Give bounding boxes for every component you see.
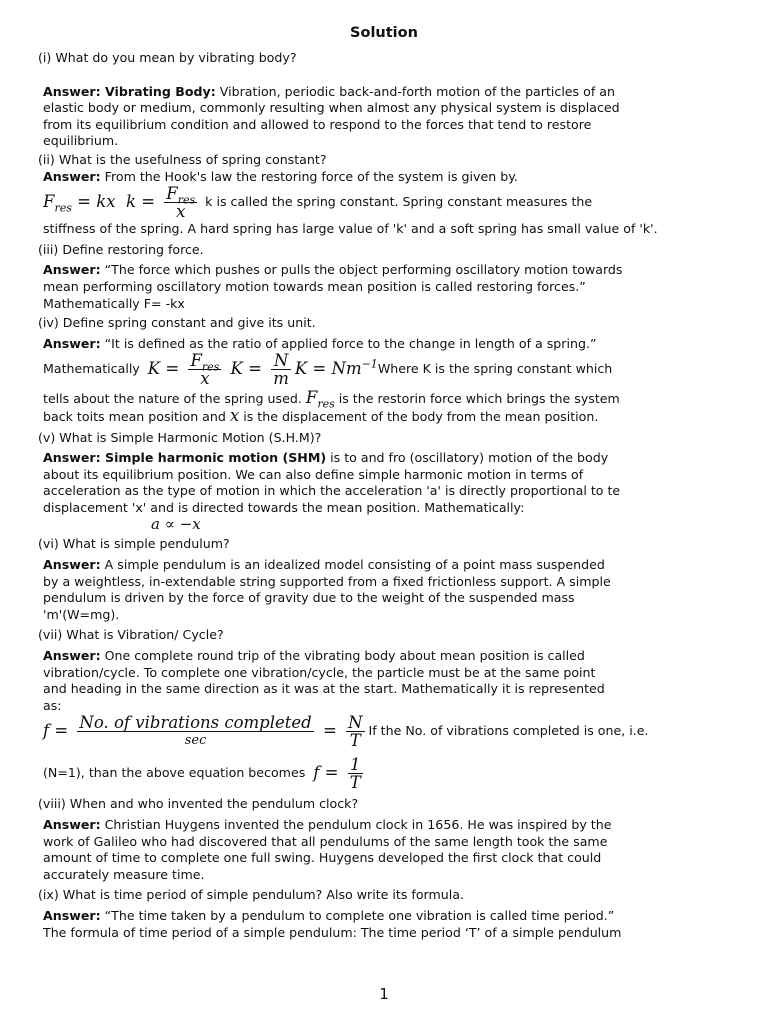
answer-3-math: Mathematically F= -kx — [43, 295, 185, 311]
answer-label: Answer: Simple harmonic motion (SHM) — [43, 450, 327, 466]
answer-5 — [43, 450, 623, 516]
answer-text: One complete round trip of the vibrating body about mean position is called vibration/cycle. To complete one vibration/cycle, the particle must be at the same point and heading in the same direction as it was at the start. Mathematically it is represented as: — [43, 648, 605, 713]
document-body — [0, 50, 768, 941]
question-6: (vi) What is simple pendulum? — [38, 536, 230, 552]
answer-4 — [43, 336, 643, 353]
answer-text: “It is defined as the ratio of applied force to the change in length of a spring.” — [100, 335, 597, 351]
text-part: (N=1), than the above equation becomes — [43, 765, 306, 781]
displacement-symbol: x — [229, 405, 240, 425]
answer-2 — [43, 169, 635, 186]
answer-text: Vibration, periodic back-and-forth motion of the particles of an elastic body or medium, commonly resulting when almost any physical system is displaced from its equilibrium condition and allowed to respond to the forces that tend to restore equilibrium. — [43, 83, 620, 149]
answer-label: Answer: — [43, 262, 101, 278]
frequency-formula-line — [43, 714, 768, 756]
text-part: tells about the nature of the spring used. — [43, 391, 306, 407]
question-5: (v) What is Simple Harmonic Motion (S.H.M)? — [38, 429, 322, 445]
answer-label: Answer: Vibrating Body: — [43, 83, 216, 99]
restoring-force-symbol: $F_{res}$ — [305, 388, 335, 411]
question-2: (ii) What is the usefulness of spring constant? — [38, 151, 327, 167]
question-3: (iii) Define restoring force. — [38, 241, 204, 257]
text-part: is the displacement of the body from the mean position. — [239, 408, 599, 424]
question-7: (vii) What is Vibration/ Cycle? — [38, 627, 224, 643]
answer-2-continued: stiffness of the spring. A hard spring has large value of 'k' and a soft spring has small value of 'k'. — [43, 221, 658, 237]
answer-text: From the Hook's law the restoring force of the system is given by. — [100, 168, 518, 184]
answer-label: Answer: — [43, 817, 101, 832]
page-title: Solution — [350, 25, 418, 41]
answer-label: Answer: — [43, 907, 101, 923]
question-4: (iv) Define spring constant and give its unit. — [38, 315, 316, 331]
frequency-reciprocal-formula: f = $\frac{1}{T}$ — [313, 755, 361, 793]
page-number: 1 — [379, 985, 389, 1003]
answer-label: Answer: — [43, 557, 101, 573]
answer-label: Answer: — [43, 648, 101, 664]
answer-text: Christian Huygens invented the pendulum clock in 1656. He was inspired by the work of Galileo who had discovered that all pendulums of the same length took the same amount of time to complete one full swing. Huygens developed the first clock that could accurately measure time. — [43, 817, 612, 882]
text-part: back toits mean position and — [43, 408, 230, 424]
restoring-force-formula: $F_{res}$ = kx k = $\frac{F_{res}}{x}$ — [43, 184, 196, 222]
answer-4-line-3 — [43, 388, 663, 411]
formula-explanation: If the No. of vibrations completed is one, i.e. — [368, 723, 649, 739]
question-8: (viii) When and who invented the pendulum clock? — [38, 796, 359, 812]
answer-text: is to and fro (oscillatory) motion of the body about its equilibrium position. We can also define simple harmonic motion in terms of acceleration as the type of motion in which the acceleration 'a' is directly proportional to te displacement 'x' and is directed towards the mean position. Mathematically: — [43, 450, 621, 515]
answer-3 — [43, 262, 623, 295]
spring-constant-formula-line — [43, 352, 768, 390]
answer-text: “The time taken by a pendulum to complete one vibration is called time period.” The formula of time period of a simple pendulum: The time period ‘T’ of a simple pendulum — [43, 907, 622, 940]
answer-9 — [43, 908, 633, 941]
text-part: is the restorin force which brings the system — [334, 391, 620, 407]
spring-constant-formula: K = $\frac{F_{res}}{x}$ K = $\frac{N}{m}$ $K = Nm^{-1}$ — [147, 351, 378, 389]
answer-8 — [43, 817, 623, 883]
answer-label: Answer: — [43, 168, 101, 184]
question-9: (ix) What is time period of simple pendulum? Also write its formula. — [38, 887, 464, 903]
formula-explanation: k is called the spring constant. Spring constant measures the — [201, 194, 593, 210]
answer-text: A simple pendulum is an idealized model consisting of a point mass suspended by a weightless, in-extendable string supported from a fixed frictionless support. A simple pendulum is driven by the force of gravity due to the weight of the suspended mass 'm'(W=mg). — [43, 557, 611, 622]
answer-1 — [43, 84, 635, 150]
answer-4-line-4 — [43, 405, 663, 426]
math-suffix: Where K is the spring constant which — [377, 361, 613, 377]
spring-formula-line — [43, 185, 643, 221]
answer-label: Answer: — [43, 335, 101, 351]
math-prefix: Mathematically — [43, 361, 140, 377]
shm-proportionality-formula: a ∝ −x — [151, 515, 201, 534]
frequency-formula: f = $\frac{\text{No. of vibrations completed}}{\sec}$ = $\frac{N}{T}$ — [43, 713, 363, 751]
answer-7 — [43, 648, 623, 714]
answer-6 — [43, 557, 623, 623]
frequency-reciprocal-line — [43, 756, 768, 794]
answer-text: “The force which pushes or pulls the object performing oscillatory motion towards mean performing oscillatory motion towards mean position is called restoring forces.” — [43, 262, 623, 294]
question-1: (i) What do you mean by vibrating body? — [38, 50, 297, 65]
